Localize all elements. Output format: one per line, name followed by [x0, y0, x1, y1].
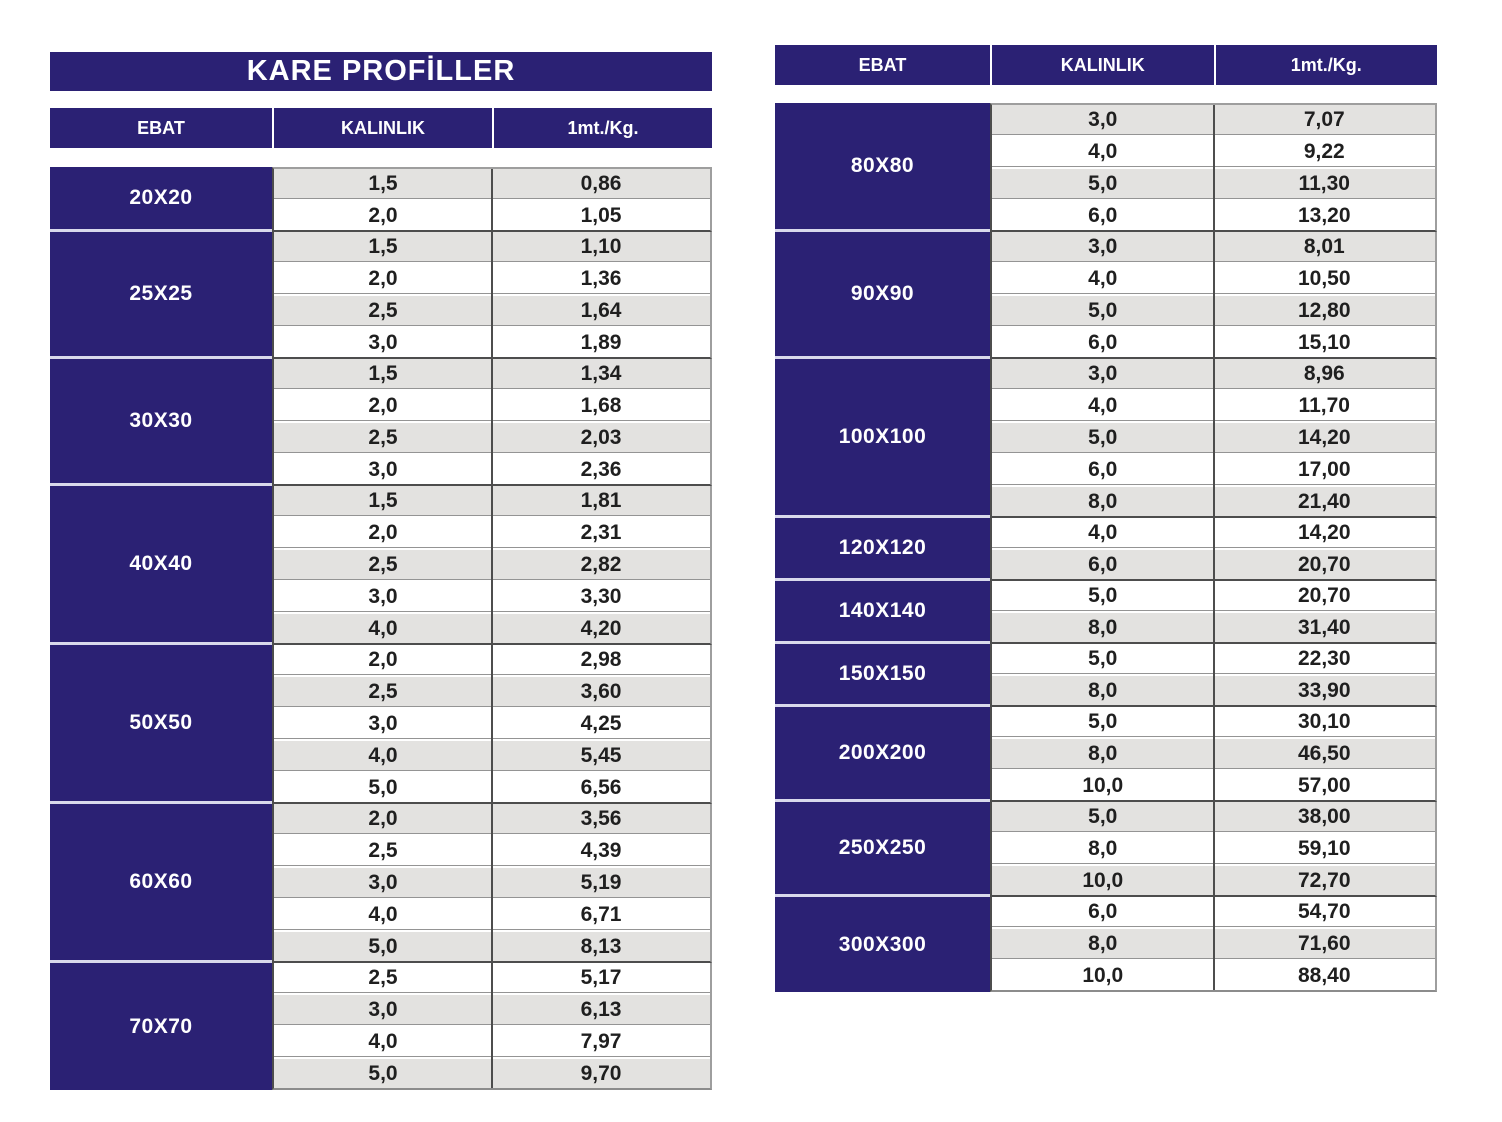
left-table-body [50, 167, 712, 1090]
weight-per-meter-value: 46,50 [1214, 739, 1436, 768]
header-weight: 1mt./Kg. [1214, 45, 1438, 85]
kalinlik-value: 2,5 [274, 677, 492, 706]
data-row [274, 328, 710, 357]
group-rows [272, 645, 712, 804]
data-row [274, 582, 710, 611]
data-row [992, 201, 1435, 230]
kalinlik-value: 3,0 [274, 709, 492, 738]
kalinlik-value: 6,0 [992, 455, 1214, 484]
kalinlik-value: 5,0 [274, 773, 492, 802]
weight-per-meter-value: 3,30 [492, 582, 710, 611]
size-group-30x30 [50, 359, 712, 486]
kalinlik-value: 5,0 [992, 802, 1214, 831]
data-row [274, 900, 710, 929]
size-group-25x25 [50, 232, 712, 359]
kalinlik-value: 1,5 [274, 486, 492, 515]
kalinlik-value: 2,5 [274, 836, 492, 865]
ebat-label: 140X140 [775, 581, 990, 644]
data-row [992, 169, 1435, 198]
weight-per-meter-value: 31,40 [1214, 613, 1436, 642]
data-row [992, 487, 1435, 516]
kalinlik-value: 10,0 [992, 771, 1214, 800]
weight-per-meter-value: 38,00 [1214, 802, 1436, 831]
ebat-label: 70X70 [50, 963, 272, 1090]
weight-per-meter-value: 4,39 [492, 836, 710, 865]
kare-profiller-table-right [775, 45, 1437, 992]
header-kalinlik: KALINLIK [272, 108, 492, 148]
weight-per-meter-value: 71,60 [1214, 929, 1436, 958]
kalinlik-value: 2,0 [274, 201, 492, 230]
kalinlik-value: 4,0 [992, 518, 1214, 547]
data-row [992, 707, 1435, 736]
weight-per-meter-value: 22,30 [1214, 644, 1436, 673]
kalinlik-value: 3,0 [274, 455, 492, 484]
kalinlik-value: 10,0 [992, 866, 1214, 895]
data-row [992, 359, 1435, 388]
size-group-40x40 [50, 486, 712, 645]
size-group-60x60 [50, 804, 712, 963]
data-row [274, 518, 710, 547]
kalinlik-value: 5,0 [992, 296, 1214, 325]
data-row [274, 359, 710, 388]
data-row [274, 264, 710, 293]
weight-per-meter-value: 54,70 [1214, 897, 1436, 926]
kalinlik-value: 4,0 [274, 741, 492, 770]
left-header-row [50, 108, 712, 148]
kalinlik-value: 8,0 [992, 739, 1214, 768]
group-rows [272, 963, 712, 1090]
kalinlik-value: 3,0 [992, 105, 1214, 134]
weight-per-meter-value: 30,10 [1214, 707, 1436, 736]
data-row [992, 391, 1435, 420]
kalinlik-value: 2,5 [274, 963, 492, 992]
data-row [274, 296, 710, 325]
size-group-50x50 [50, 645, 712, 804]
ebat-label: 100X100 [775, 359, 990, 518]
ebat-label: 200X200 [775, 707, 990, 802]
data-row [274, 1027, 710, 1056]
kalinlik-value: 3,0 [992, 359, 1214, 388]
kalinlik-value: 5,0 [992, 581, 1214, 610]
kare-profiller-table-left [50, 52, 712, 1090]
size-group-70x70 [50, 963, 712, 1090]
data-row [992, 771, 1435, 800]
size-group-120x120 [775, 518, 1437, 581]
ebat-label: 120X120 [775, 518, 990, 581]
kalinlik-value: 5,0 [992, 707, 1214, 736]
data-row [274, 995, 710, 1024]
group-rows [990, 518, 1437, 581]
group-rows [272, 359, 712, 486]
weight-per-meter-value: 1,34 [492, 359, 710, 388]
weight-per-meter-value: 57,00 [1214, 771, 1436, 800]
weight-per-meter-value: 88,40 [1214, 961, 1436, 990]
weight-per-meter-value: 1,64 [492, 296, 710, 325]
data-row [274, 423, 710, 452]
weight-per-meter-value: 10,50 [1214, 264, 1436, 293]
data-row [992, 296, 1435, 325]
ebat-label: 300X300 [775, 897, 990, 992]
ebat-label: 40X40 [50, 486, 272, 645]
weight-per-meter-value: 59,10 [1214, 834, 1436, 863]
weight-per-meter-value: 5,45 [492, 741, 710, 770]
kalinlik-value: 5,0 [992, 423, 1214, 452]
weight-per-meter-value: 4,20 [492, 614, 710, 643]
ebat-label: 20X20 [50, 167, 272, 232]
kalinlik-value: 2,5 [274, 550, 492, 579]
table-title: KARE PROFİLLER [50, 52, 712, 91]
group-rows [990, 707, 1437, 802]
group-rows [990, 103, 1437, 232]
data-row [992, 866, 1435, 895]
weight-per-meter-value: 72,70 [1214, 866, 1436, 895]
weight-per-meter-value: 8,01 [1214, 232, 1436, 261]
spacer [775, 85, 1437, 103]
data-row [992, 961, 1435, 990]
data-row [274, 1059, 710, 1088]
kalinlik-value: 5,0 [992, 644, 1214, 673]
ebat-label: 25X25 [50, 232, 272, 359]
data-row [274, 963, 710, 992]
weight-per-meter-value: 9,70 [492, 1059, 710, 1088]
data-row [274, 455, 710, 484]
kalinlik-value: 3,0 [992, 232, 1214, 261]
data-row [274, 836, 710, 865]
size-group-80x80 [775, 103, 1437, 232]
weight-per-meter-value: 1,68 [492, 391, 710, 420]
data-row [274, 550, 710, 579]
kalinlik-value: 3,0 [274, 995, 492, 1024]
data-row [274, 232, 710, 261]
weight-per-meter-value: 3,60 [492, 677, 710, 706]
spacer [50, 148, 712, 167]
weight-per-meter-value: 5,17 [492, 963, 710, 992]
data-row [992, 739, 1435, 768]
data-row [992, 550, 1435, 579]
data-row [992, 455, 1435, 484]
size-group-200x200 [775, 707, 1437, 802]
kalinlik-value: 2,0 [274, 804, 492, 833]
kalinlik-value: 2,0 [274, 518, 492, 547]
header-ebat: EBAT [775, 45, 990, 85]
data-row [274, 201, 710, 230]
kalinlik-value: 1,5 [274, 169, 492, 198]
data-row [992, 105, 1435, 134]
weight-per-meter-value: 5,19 [492, 868, 710, 897]
group-rows [272, 232, 712, 359]
data-row [992, 518, 1435, 547]
kalinlik-value: 4,0 [992, 137, 1214, 166]
kalinlik-value: 2,5 [274, 296, 492, 325]
kalinlik-value: 6,0 [992, 201, 1214, 230]
kalinlik-value: 3,0 [274, 582, 492, 611]
group-rows [272, 167, 712, 232]
kalinlik-value: 8,0 [992, 834, 1214, 863]
weight-per-meter-value: 4,25 [492, 709, 710, 738]
weight-per-meter-value: 7,97 [492, 1027, 710, 1056]
data-row [274, 773, 710, 802]
data-row [274, 709, 710, 738]
weight-per-meter-value: 3,56 [492, 804, 710, 833]
weight-per-meter-value: 21,40 [1214, 487, 1436, 516]
group-rows [990, 802, 1437, 897]
kalinlik-value: 6,0 [992, 897, 1214, 926]
header-weight: 1mt./Kg. [492, 108, 712, 148]
kalinlik-value: 2,0 [274, 645, 492, 674]
weight-per-meter-value: 1,36 [492, 264, 710, 293]
size-group-90x90 [775, 232, 1437, 359]
data-row [992, 613, 1435, 642]
group-rows [990, 897, 1437, 992]
data-row [992, 834, 1435, 863]
weight-per-meter-value: 12,80 [1214, 296, 1436, 325]
kalinlik-value: 1,5 [274, 232, 492, 261]
data-row [992, 581, 1435, 610]
right-table-body [775, 103, 1437, 992]
data-row [992, 328, 1435, 357]
weight-per-meter-value: 11,30 [1214, 169, 1436, 198]
data-row [274, 486, 710, 515]
group-rows [990, 359, 1437, 518]
kalinlik-value: 4,0 [274, 614, 492, 643]
weight-per-meter-value: 6,56 [492, 773, 710, 802]
kalinlik-value: 8,0 [992, 613, 1214, 642]
weight-per-meter-value: 9,22 [1214, 137, 1436, 166]
weight-per-meter-value: 6,13 [492, 995, 710, 1024]
weight-per-meter-value: 17,00 [1214, 455, 1436, 484]
weight-per-meter-value: 2,31 [492, 518, 710, 547]
group-rows [990, 581, 1437, 644]
data-row [992, 644, 1435, 673]
kalinlik-value: 4,0 [992, 264, 1214, 293]
size-group-140x140 [775, 581, 1437, 644]
weight-per-meter-value: 2,98 [492, 645, 710, 674]
data-row [274, 614, 710, 643]
data-row [274, 932, 710, 961]
data-row [992, 137, 1435, 166]
kalinlik-value: 8,0 [992, 676, 1214, 705]
weight-per-meter-value: 8,13 [492, 932, 710, 961]
data-row [992, 232, 1435, 261]
weight-per-meter-value: 1,89 [492, 328, 710, 357]
right-header-row [775, 45, 1437, 85]
data-row [274, 804, 710, 833]
size-group-300x300 [775, 897, 1437, 992]
kalinlik-value: 6,0 [992, 328, 1214, 357]
kalinlik-value: 5,0 [274, 932, 492, 961]
data-row [274, 391, 710, 420]
kalinlik-value: 3,0 [274, 868, 492, 897]
data-row [274, 741, 710, 770]
kalinlik-value: 8,0 [992, 929, 1214, 958]
kalinlik-value: 1,5 [274, 359, 492, 388]
group-rows [272, 486, 712, 645]
group-rows [990, 232, 1437, 359]
weight-per-meter-value: 20,70 [1214, 550, 1436, 579]
data-row [992, 423, 1435, 452]
spacer [50, 91, 712, 108]
group-rows [272, 804, 712, 963]
weight-per-meter-value: 33,90 [1214, 676, 1436, 705]
kalinlik-value: 8,0 [992, 487, 1214, 516]
weight-per-meter-value: 14,20 [1214, 423, 1436, 452]
data-row [992, 929, 1435, 958]
ebat-label: 250X250 [775, 802, 990, 897]
size-group-100x100 [775, 359, 1437, 518]
data-row [274, 645, 710, 674]
kalinlik-value: 5,0 [274, 1059, 492, 1088]
ebat-label: 60X60 [50, 804, 272, 963]
data-row [274, 868, 710, 897]
kalinlik-value: 4,0 [992, 391, 1214, 420]
size-group-250x250 [775, 802, 1437, 897]
data-row [274, 169, 710, 198]
kalinlik-value: 10,0 [992, 961, 1214, 990]
weight-per-meter-value: 14,20 [1214, 518, 1436, 547]
ebat-label: 30X30 [50, 359, 272, 486]
ebat-label: 80X80 [775, 103, 990, 232]
weight-per-meter-value: 2,03 [492, 423, 710, 452]
group-rows [990, 644, 1437, 707]
ebat-label: 90X90 [775, 232, 990, 359]
weight-per-meter-value: 15,10 [1214, 328, 1436, 357]
kalinlik-value: 2,5 [274, 423, 492, 452]
data-row [274, 677, 710, 706]
weight-per-meter-value: 20,70 [1214, 581, 1436, 610]
weight-per-meter-value: 13,20 [1214, 201, 1436, 230]
kalinlik-value: 3,0 [274, 328, 492, 357]
weight-per-meter-value: 6,71 [492, 900, 710, 929]
kalinlik-value: 2,0 [274, 391, 492, 420]
kalinlik-value: 6,0 [992, 550, 1214, 579]
kalinlik-value: 4,0 [274, 1027, 492, 1056]
weight-per-meter-value: 2,36 [492, 455, 710, 484]
weight-per-meter-value: 0,86 [492, 169, 710, 198]
header-kalinlik: KALINLIK [990, 45, 1214, 85]
kalinlik-value: 4,0 [274, 900, 492, 929]
weight-per-meter-value: 8,96 [1214, 359, 1436, 388]
kalinlik-value: 5,0 [992, 169, 1214, 198]
ebat-label: 50X50 [50, 645, 272, 804]
header-ebat: EBAT [50, 108, 272, 148]
weight-per-meter-value: 1,10 [492, 232, 710, 261]
size-group-150x150 [775, 644, 1437, 707]
size-group-20x20 [50, 167, 712, 232]
kalinlik-value: 2,0 [274, 264, 492, 293]
data-row [992, 802, 1435, 831]
data-row [992, 897, 1435, 926]
data-row [992, 264, 1435, 293]
weight-per-meter-value: 7,07 [1214, 105, 1436, 134]
ebat-label: 150X150 [775, 644, 990, 707]
weight-per-meter-value: 11,70 [1214, 391, 1436, 420]
weight-per-meter-value: 1,81 [492, 486, 710, 515]
data-row [992, 676, 1435, 705]
weight-per-meter-value: 1,05 [492, 201, 710, 230]
weight-per-meter-value: 2,82 [492, 550, 710, 579]
